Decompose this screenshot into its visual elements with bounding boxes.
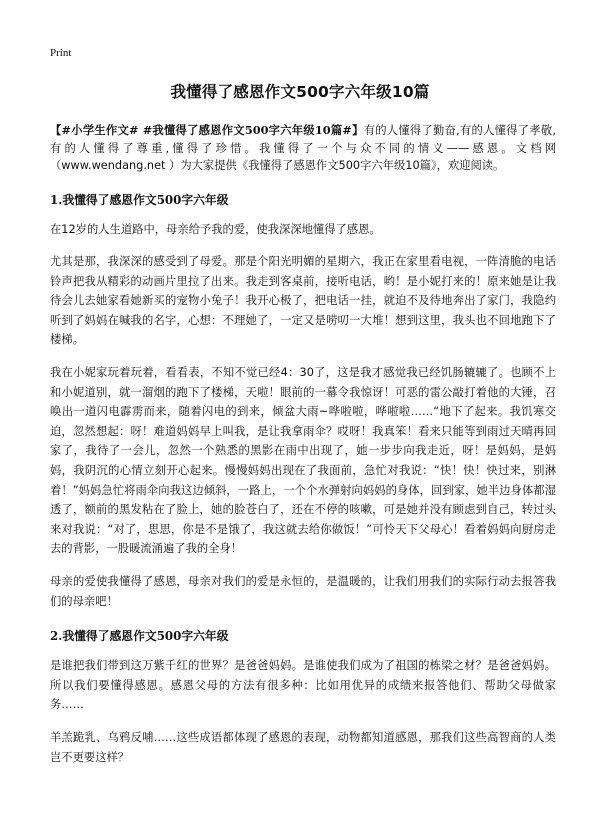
page-title: 我懂得了感恩作文500字六年级10篇	[170, 83, 430, 101]
print-link[interactable]: Print	[50, 47, 72, 59]
paragraph: 我在小妮家玩着玩着，看看表，不知不觉已经4：30了，这是我才感觉我已经饥肠辘辘了。也顾不上和小妮道别，就一溜烟的跑下了楼梯，天啦！眼前的一幕令我惊讶！可恶的雷公敲打着他的大锤，召唤出一道闪电霹雳而来，随着闪电的到来，倾盆大雨~哗啦啦，哗啦啦……“地下了起来。我饥寒交迫，忽然想起：呀！难道妈妈早上叫我，是让我拿雨伞？哎呀！我真笨！看来只能等到雨过天晴再回家了，我待了一会儿，忽然一个熟悉的黑影在雨中出现了，她一步步向我走近，呀！是妈妈，是妈妈，我阴沉的心情立刻开心起来。慢慢妈妈出现在了我面前，急忙对我说：“快！快！快过来，别淋着！”妈妈急忙将雨伞向我这边倾斜，一路上，一个个水弹射向妈妈的身体，回到家，她半边身体都湿透了，额前的黑发粘在了脸上，她的脸苍白了，还在不停的咳嗽，可是她并没有顾虑到自己，转过头来对我说：“对了，思思，你是不是饿了，我这就去给你做饭！”可怜天下父母心！看着妈妈向厨房走去的背影，一股暖流涌遍了我的全身！	[50, 366, 556, 556]
intro-tag: 【#小学生作文# #我懂得了感恩作文500字六年级10篇#】	[50, 123, 364, 137]
intro-paragraph	[50, 122, 556, 175]
intro-text: 有的人懂得了勤奋,有的人懂得了孝敬,有的人懂得了尊重,懂得了珍惜。我懂得了一个与众不同的情义——感恩。文档网（www.wendang.net ）为大家提供《我懂得了感恩作文500字六年级10篇》，欢迎阅读。	[50, 124, 556, 172]
paragraph: 在12岁的人生道路中，母亲给予我的爱，使我深深地懂得了感恩。	[50, 222, 381, 236]
paragraph: 母亲的爱使我懂得了感恩，母亲对我们的爱是永恒的，是温暖的，让我们用我们的实际行动去报答我们的母亲吧！	[50, 575, 556, 608]
paragraph: 羊羔跪乳、乌鸦反哺……这些成语都体现了感恩的表现，动物都知道感恩，那我们这些高智商的人类岂不更要这样？	[50, 730, 556, 764]
section-heading-1: 1.我懂得了感恩作文500字六年级	[50, 192, 229, 207]
section-heading-2: 2.我懂得了感恩作文500字六年级	[50, 629, 229, 644]
paragraph: 是谁把我们带到这万紫千红的世界？是爸爸妈妈。是谁使我们成为了祖国的栋梁之材？是爸爸妈妈。所以我们要懂得感恩。感恩父母的方法有很多种：比如用优异的成绩来报答他们、帮助父母做家务……	[50, 659, 556, 712]
paragraph: 尤其是那，我深深的感受到了母爱。那是个阳光明媚的星期六，我正在家里看电视，一阵清脆的电话铃声把我从精彩的动画片里拉了出来。我走到客桌前，接听电话，哟！是小妮打来的！原来她是让我待会儿去她家看她新买的宠物小兔子！我开心极了，把电话一挂，就迫不及待地奔出了家门，我隐约听到了妈妈在喊我的名字，心想：不理她了，一定又是唠叨一大堆！想到这里，我头也不回地跑下了楼梯。	[50, 255, 556, 347]
article-body	[50, 122, 556, 780]
